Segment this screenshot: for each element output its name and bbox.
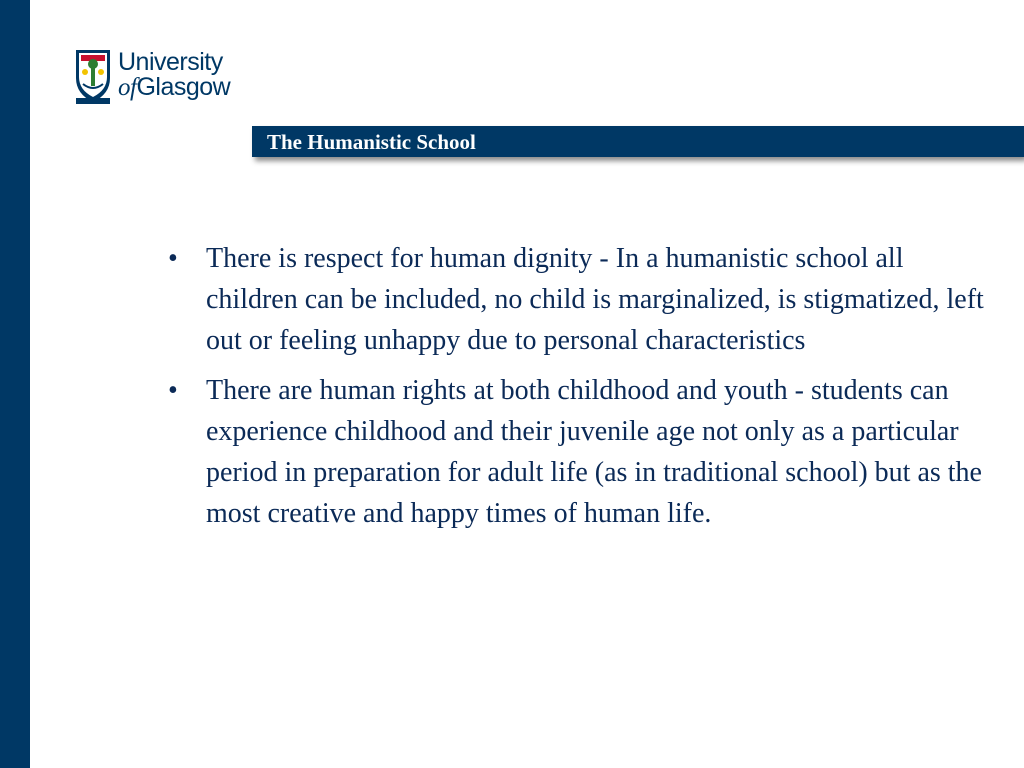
university-logo	[74, 48, 254, 106]
university-crest-icon	[74, 48, 112, 104]
bullet-item	[166, 370, 990, 534]
left-accent-bar	[0, 0, 30, 768]
title-bar	[252, 126, 1024, 157]
bullet-icon: •	[168, 243, 178, 274]
slide-title: The Humanistic School	[267, 130, 476, 154]
bullet-item	[166, 238, 990, 361]
bullet-text: There is respect for human dignity - In a humanistic school all children can be included, no child is marginalized, is stigmatized, left out or feeling unhappy due to personal characteristics	[206, 243, 984, 356]
logo-wordmark-glasgow: ofGlasgow	[118, 73, 231, 101]
bullet-icon: •	[168, 375, 178, 406]
bullet-text: There are human rights at both childhood and youth - students can experience childhood and their juvenile age not only as a particular period in preparation for adult life (as in traditional school) but as the most creative and happy times of human life.	[206, 375, 982, 529]
logo-wordmark-university: University	[118, 48, 223, 76]
bullet-list	[166, 238, 990, 543]
